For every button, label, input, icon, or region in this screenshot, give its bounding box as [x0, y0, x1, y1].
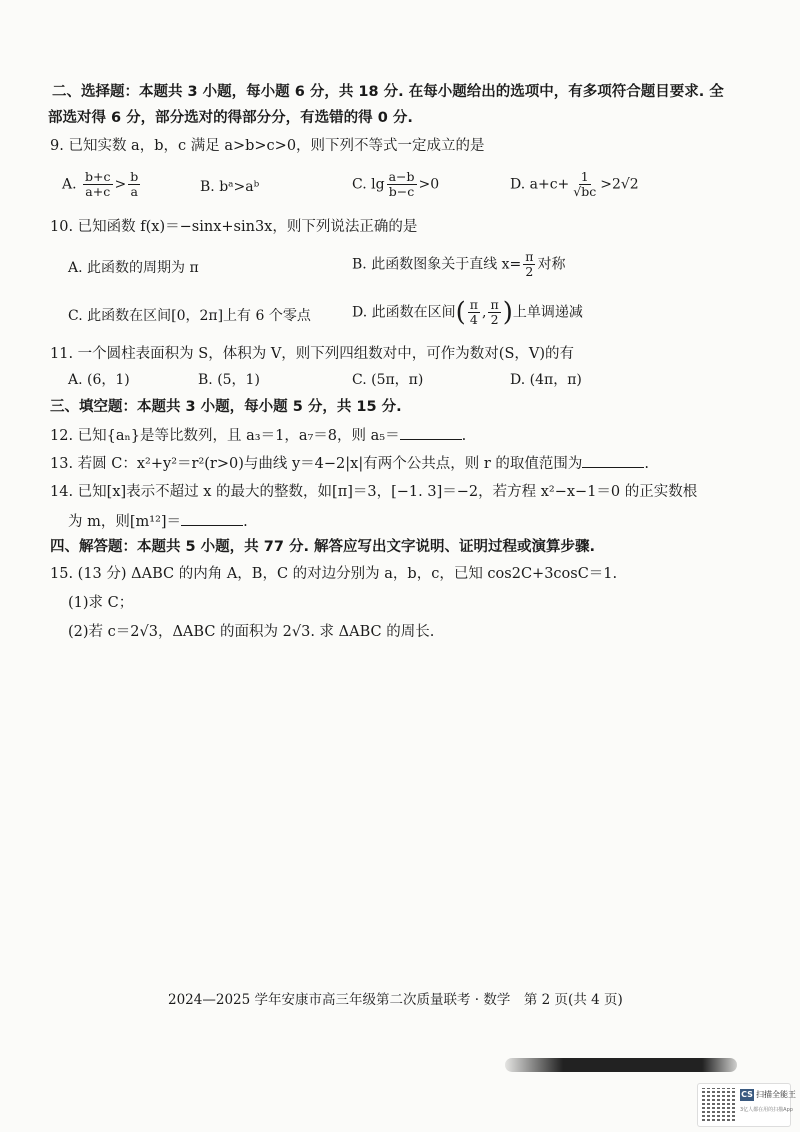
q14-line2: 为 m，则[m¹²]＝ .: [68, 511, 248, 532]
fraction: $\frac{b+c}{a+c}$: [85, 169, 111, 199]
q12: 12. 已知{aₙ}是等比数列，且 a₃＝1，a₇＝8，则 a₅＝ .: [50, 425, 466, 446]
scan-shadow: [505, 1058, 737, 1072]
q11-option-a: A. (6，1): [68, 372, 130, 388]
q14-line1: 14. 已知[x]表示不超过 x 的最大的整数，如[π]＝3，[−1. 3]＝−2，若方程 x²−x−1＝0 的正实数根: [50, 484, 698, 500]
q11-stem: 11. 一个圆柱表面积为 S，体积为 V，则下列四组数对中，可作为数对(S，V)的有: [50, 346, 575, 362]
q9-stem: 9. 已知实数 a，b，c 满足 a>b>c>0，则下列不等式一定成立的是: [50, 138, 485, 154]
q10-option-a: A. 此函数的周期为 π: [68, 260, 199, 276]
scanner-watermark: [697, 1083, 796, 1127]
q10-option-b: B. 此函数图象关于直线 x= $\frac{\pi}{2}$ 对称: [352, 249, 566, 279]
fraction: $\frac{1}{√bc}$: [573, 169, 597, 199]
fraction: $\frac{a-b}{b-c}$: [388, 169, 415, 199]
page-footer: 2024—2025 学年安康市高三年级第二次质量联考 · 数学 第 2 页(共 4 页): [168, 992, 623, 1008]
q13: 13. 若圆 C：x²+y²＝r²(r>0)与曲线 y＝4−2|x|有两个公共点，则 r 的取值范围为 .: [50, 453, 649, 474]
q10-option-d: D. 此函数在区间( $\frac{\pi}{4}$ , $\frac{\pi}{2}$ )上单调递减: [352, 297, 583, 328]
fraction: $\frac{b}{a}$: [130, 169, 139, 199]
q11-option-c: C. (5π，π): [352, 372, 424, 388]
section4-title: 四、解答题：本题共 5 小题，共 77 分. 解答应写出文字说明、证明过程或演算步骤.: [50, 539, 596, 555]
answer-blank: [400, 425, 462, 440]
section3-title: 三、填空题：本题共 3 小题，每小题 5 分，共 15 分.: [50, 399, 402, 415]
fraction: $\frac{\pi}{2}$: [525, 249, 534, 279]
answer-blank: [181, 511, 243, 526]
q11-option-b: B. (5，1): [198, 372, 260, 388]
watermark-label: 扫描全能王: [756, 1090, 796, 1099]
camscanner-logo-icon: CS: [741, 1090, 753, 1099]
watermark-sub: 3亿人都在用的扫描App: [740, 1107, 793, 1113]
q15-stem: 15. (13 分) ΔABC 的内角 A，B，C 的对边分别为 a，b，c，已知 cos2C+3cosC＝1.: [50, 566, 618, 582]
q9-option-a: A. $\frac{b+c}{a+c}$ > $\frac{b}{a}$: [62, 169, 139, 199]
fraction: $\frac{\pi}{2}$: [490, 297, 499, 327]
q9-option-b: B. bᵃ>aᵇ: [200, 179, 260, 195]
q11-option-d: D. (4π，π): [510, 372, 582, 388]
answer-blank: [582, 453, 644, 468]
fraction: $\frac{\pi}{4}$: [469, 297, 479, 327]
section2-title: 二、选择题：本题共 3 小题，每小题 6 分，共 18 分. 在每小题给出的选项中，有多项符合题目要求. 全: [52, 84, 724, 100]
q9-option-c: C. lg $\frac{a-b}{b-c}$ >0: [352, 169, 440, 199]
q15-part2: (2)若 c＝2√3，ΔABC 的面积为 2√3. 求 ΔABC 的周长.: [68, 624, 435, 640]
q15-part1: (1)求 C；: [68, 595, 134, 611]
section2-title-cont: 部选对得 6 分，部分选对的得部分分，有选错的得 0 分.: [48, 110, 413, 126]
q10-stem: 10. 已知函数 f(x)＝−sinx+sin3x，则下列说法正确的是: [50, 219, 418, 235]
q9-option-d: D. a+c+ $\frac{1}{√bc}$ >2√2: [510, 169, 639, 199]
q10-option-c: C. 此函数在区间[0，2π]上有 6 个零点: [68, 308, 311, 324]
